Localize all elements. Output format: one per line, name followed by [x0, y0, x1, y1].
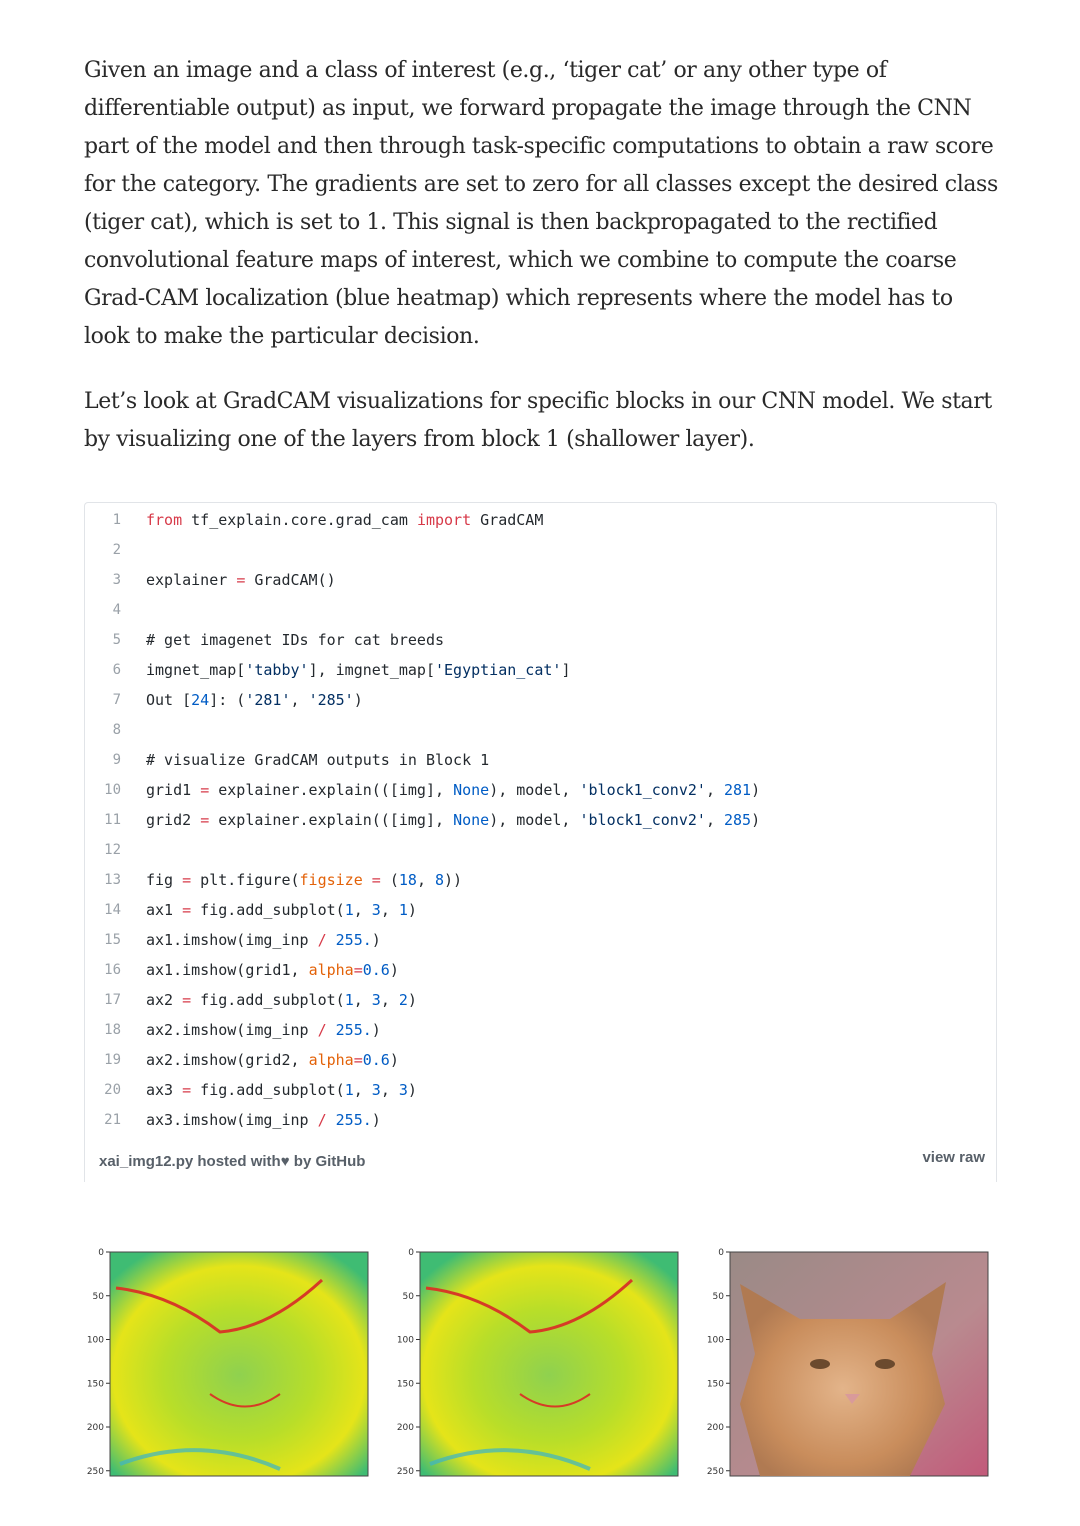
- y-tick-label: 250: [86, 1466, 104, 1477]
- code-token: fig.add_subplot(: [191, 901, 345, 919]
- code-line: [85, 1075, 996, 1105]
- code-token: alpha: [308, 961, 354, 979]
- line-number: 1: [112, 512, 121, 528]
- code-line: [85, 925, 996, 955]
- code-token: 18: [398, 871, 417, 889]
- code-token: ), model,: [489, 811, 580, 829]
- y-tick-label: 200: [86, 1423, 104, 1433]
- code-token: ), model,: [489, 781, 580, 799]
- code-text: [146, 745, 489, 775]
- code-token: imgnet_map[: [146, 661, 246, 679]
- code-token: [327, 931, 336, 949]
- heatmap-image: [110, 1252, 368, 1476]
- code-token: ): [751, 781, 761, 799]
- code-token: GradCAM: [471, 511, 544, 529]
- code-token: fig.add_subplot(: [191, 991, 345, 1009]
- code-token: =: [236, 571, 246, 589]
- y-tick-label: 50: [402, 1291, 414, 1302]
- line-number: 16: [104, 962, 121, 978]
- code-line: [85, 655, 996, 685]
- gradcam-plot-1: [80, 1244, 360, 1484]
- code-line: [85, 835, 996, 865]
- heart-icon: ♥: [280, 1153, 290, 1170]
- line-number: 15: [104, 932, 121, 948]
- code-token: ): [371, 1111, 381, 1129]
- code-text: [146, 865, 462, 895]
- code-line: [85, 715, 996, 745]
- code-token: ax1: [146, 901, 183, 919]
- code-text: [146, 985, 417, 1015]
- code-token: 1: [344, 1081, 354, 1099]
- code-token: 285: [724, 811, 752, 829]
- code-line: [85, 745, 996, 775]
- code-token: 3: [371, 901, 381, 919]
- code-token: 0.6: [362, 1051, 390, 1069]
- code-token: ): [389, 961, 399, 979]
- code-token: grid1: [146, 781, 201, 799]
- code-token: plt.figure(: [191, 871, 300, 889]
- github-link[interactable]: by GitHub: [293, 1153, 366, 1170]
- line-number: 7: [112, 692, 121, 708]
- line-number: 17: [104, 992, 121, 1008]
- code-token: =: [182, 991, 192, 1009]
- code-token: =: [353, 1051, 363, 1069]
- code-token: ,: [353, 1081, 372, 1099]
- code-token: # get imagenet IDs for cat breeds: [146, 631, 445, 649]
- code-token: =: [371, 871, 381, 889]
- code-token: ax2.imshow(img_inp: [146, 1021, 318, 1039]
- line-number: 21: [104, 1112, 121, 1128]
- code-token: 'Egyptian_cat': [435, 661, 562, 679]
- view-raw-link[interactable]: view raw: [922, 1149, 985, 1166]
- code-text: [146, 685, 363, 715]
- code-token: [327, 1021, 336, 1039]
- code-token: ax2.imshow(grid2,: [146, 1051, 309, 1069]
- code-line: [85, 955, 996, 985]
- line-number: 5: [112, 632, 121, 648]
- line-number: 8: [112, 722, 121, 738]
- code-token: 'block1_conv2': [579, 811, 706, 829]
- code-token: 24: [191, 691, 210, 709]
- code-line: [85, 685, 996, 715]
- code-token: ax1.imshow(img_inp: [146, 931, 318, 949]
- code-token: ): [407, 901, 417, 919]
- code-token: ]: (: [209, 691, 246, 709]
- code-token: =: [182, 1081, 192, 1099]
- code-token: explainer.explain(([img],: [209, 811, 454, 829]
- code-token: 1: [344, 991, 354, 1009]
- code-text: [146, 1015, 381, 1045]
- code-token: explainer: [146, 571, 237, 589]
- code-token: /: [317, 1021, 327, 1039]
- cat-eye-right: [875, 1359, 895, 1369]
- y-tick-label: 250: [396, 1466, 414, 1477]
- code-token: ax3: [146, 1081, 183, 1099]
- code-token: ): [751, 811, 761, 829]
- code-token: ): [407, 991, 417, 1009]
- code-token: ,: [353, 901, 372, 919]
- code-token: 3: [398, 1081, 408, 1099]
- code-token: ,: [380, 991, 399, 1009]
- code-token: ,: [705, 811, 724, 829]
- code-token: ], imgnet_map[: [308, 661, 435, 679]
- line-number: 2: [112, 542, 121, 558]
- line-number: 19: [104, 1052, 121, 1068]
- code-line: [85, 865, 996, 895]
- code-token: ,: [353, 991, 372, 1009]
- code-text: [146, 775, 760, 805]
- cat-eye-left: [810, 1359, 830, 1369]
- gradcam-plot-2-figure: [390, 1244, 680, 1484]
- gradcam-plot-2: [390, 1244, 670, 1484]
- code-text: [146, 925, 381, 955]
- code-token: [363, 871, 372, 889]
- line-number: 12: [104, 842, 121, 858]
- code-text: [146, 655, 570, 685]
- line-number: 3: [112, 572, 121, 588]
- code-token: 281: [724, 781, 752, 799]
- code-token: =: [182, 901, 192, 919]
- code-line: [85, 1045, 996, 1075]
- code-token: )): [444, 871, 463, 889]
- code-token: from: [146, 511, 183, 529]
- y-tick-label: 0: [98, 1248, 104, 1258]
- code-line: [85, 565, 996, 595]
- code-text: [146, 805, 760, 835]
- code-token: ]: [561, 661, 571, 679]
- code-line: [85, 1105, 996, 1135]
- code-token: figsize: [299, 871, 363, 889]
- gradcam-plot-1-figure: [80, 1244, 370, 1484]
- line-number: 11: [104, 812, 121, 828]
- code-token: =: [200, 781, 210, 799]
- line-number: 6: [112, 662, 121, 678]
- code-text: [146, 1075, 417, 1105]
- y-tick-label: 0: [718, 1248, 724, 1258]
- code-token: ,: [380, 901, 399, 919]
- code-token: tf_explain.core.grad_cam: [182, 511, 417, 529]
- body-paragraph-2: Let’s look at GradCAM visualizations for specific blocks in our CNN model. We start by visualizing one of the layers from block 1 (shallower layer).: [84, 389, 992, 452]
- code-token: fig.add_subplot(: [191, 1081, 345, 1099]
- code-text: [146, 895, 417, 925]
- code-token: None: [453, 811, 490, 829]
- code-token: 'block1_conv2': [579, 781, 706, 799]
- y-tick-label: 200: [396, 1423, 414, 1433]
- y-tick-label: 100: [86, 1335, 104, 1346]
- line-number: 14: [104, 902, 121, 918]
- code-token: 0.6: [362, 961, 390, 979]
- code-token: =: [353, 961, 363, 979]
- y-tick-label: 200: [706, 1423, 724, 1433]
- code-token: 1: [344, 901, 354, 919]
- y-tick-label: 100: [396, 1335, 414, 1346]
- code-token: '281': [245, 691, 291, 709]
- line-number: 20: [104, 1082, 121, 1098]
- code-token: 2: [398, 991, 408, 1009]
- code-token: 3: [371, 991, 381, 1009]
- code-token: ax3.imshow(img_inp: [146, 1111, 318, 1129]
- y-tick-label: 50: [712, 1291, 724, 1302]
- body-paragraph-1: Given an image and a class of interest (e.g., ‘tiger cat’ or any other type of differentiable output) as input, we forward propagate the image through the CNN part of the model and then through task-specific computations to obtain a raw score for the category. The gradients are set to zero for all classes except the desired class (tiger cat), which is set to 1. This signal is then backpropagated to the rectified convolutional feature maps of interest, which we combine to compute the coarse Grad-CAM localization (blue heatmap) which represents where the model has to look to make the particular decision.: [84, 58, 998, 349]
- code-line: [85, 985, 996, 1015]
- code-token: explainer.explain(([img],: [209, 781, 454, 799]
- code-token: /: [317, 1111, 327, 1129]
- y-tick-label: 150: [86, 1379, 104, 1390]
- code-token: alpha: [308, 1051, 354, 1069]
- code-token: # visualize GradCAM outputs in Block 1: [146, 751, 490, 769]
- code-token: 'tabby': [245, 661, 309, 679]
- code-token: 1: [398, 901, 408, 919]
- code-token: =: [200, 811, 210, 829]
- line-number: 18: [104, 1022, 121, 1038]
- gist-hosted-text: hosted with: [197, 1153, 281, 1170]
- code-text: [146, 625, 444, 655]
- gist-filename-link[interactable]: xai_img12.py: [99, 1153, 194, 1170]
- code-token: ): [371, 1021, 381, 1039]
- line-number: 4: [112, 602, 121, 618]
- line-number: 10: [104, 782, 121, 798]
- y-tick-label: 150: [706, 1379, 724, 1390]
- code-text: [146, 955, 399, 985]
- code-token: import: [416, 511, 472, 529]
- code-token: Out [: [146, 691, 192, 709]
- code-token: 255.: [335, 1021, 372, 1039]
- code-line: [85, 895, 996, 925]
- code-line: [85, 535, 996, 565]
- code-gist: [84, 502, 997, 1182]
- code-token: ): [389, 1051, 399, 1069]
- code-token: [327, 1111, 336, 1129]
- code-line: [85, 805, 996, 835]
- code-token: ): [371, 931, 381, 949]
- code-token: /: [317, 931, 327, 949]
- gist-meta: [99, 1151, 985, 1175]
- original-photo-figure: [700, 1244, 995, 1484]
- y-tick-label: 150: [396, 1379, 414, 1390]
- code-token: ,: [705, 781, 724, 799]
- code-token: ,: [290, 691, 309, 709]
- code-token: ,: [380, 1081, 399, 1099]
- code-text: [146, 1045, 399, 1075]
- code-token: fig: [146, 871, 183, 889]
- original-photo-plot: [700, 1244, 980, 1484]
- code-token: 255.: [335, 931, 372, 949]
- code-token: grid2: [146, 811, 201, 829]
- code-token: ): [407, 1081, 417, 1099]
- code-token: 3: [371, 1081, 381, 1099]
- code-text: [146, 565, 336, 595]
- code-token: ax1.imshow(grid1,: [146, 961, 309, 979]
- code-token: =: [182, 871, 192, 889]
- code-token: ,: [416, 871, 435, 889]
- code-token: 255.: [335, 1111, 372, 1129]
- code-token: (: [380, 871, 399, 889]
- y-tick-label: 250: [706, 1466, 724, 1477]
- code-line: [85, 775, 996, 805]
- code-token: None: [453, 781, 490, 799]
- code-text: [146, 1105, 381, 1135]
- y-tick-label: 0: [408, 1248, 414, 1258]
- y-tick-label: 100: [706, 1335, 724, 1346]
- code-token: ax2: [146, 991, 183, 1009]
- line-number: 9: [112, 752, 121, 768]
- code-line: [85, 625, 996, 655]
- y-tick-label: 50: [92, 1291, 104, 1302]
- line-number: 13: [104, 872, 121, 888]
- code-line: [85, 505, 996, 535]
- code-line: [85, 595, 996, 625]
- code-token: GradCAM(): [245, 571, 336, 589]
- heatmap-image: [420, 1252, 678, 1476]
- code-token: '285': [308, 691, 354, 709]
- code-text: [146, 505, 543, 535]
- code-token: 8: [435, 871, 445, 889]
- code-token: ): [353, 691, 363, 709]
- code-line: [85, 1015, 996, 1045]
